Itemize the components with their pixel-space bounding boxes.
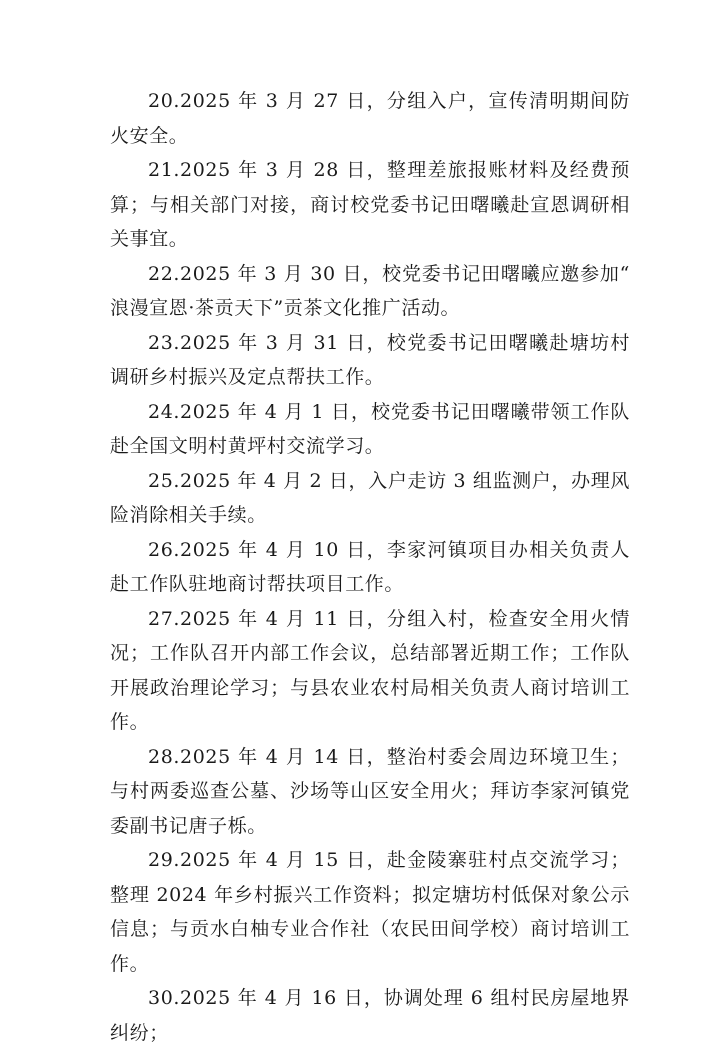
- paragraph-item-20: 20.2025 年 3 月 27 日，分组入户，宣传清明期间防火安全。: [110, 90, 630, 147]
- document-body: [110, 84, 630, 1050]
- paragraph-item-21: 21.2025 年 3 月 28 日，整理差旅报账材料及经费预算；与相关部门对接，商讨校党委书记田曙曦赴宣恩调研相关事宜。: [110, 159, 630, 250]
- paragraph-item-23: 23.2025 年 3 月 31 日，校党委书记田曙曦赴塘坊村调研乡村振兴及定点帮扶工作。: [110, 331, 630, 388]
- paragraph-item-28: 28.2025 年 4 月 14 日，整治村委会周边环境卫生；与村两委巡查公墓、沙场等山区安全用火；拜访李家河镇党委副书记唐子栎。: [110, 745, 630, 837]
- paragraph-item-22: 22.2025 年 3 月 30 日，校党委书记田曙曦应邀参加“浪漫宣恩·茶贡天下”贡茶文化推广活动。: [110, 262, 630, 319]
- paragraph-item-25: 25.2025 年 4 月 2 日，入户走访 3 组监测户，办理风险消除相关手续。: [110, 469, 630, 526]
- paragraph-item-30: 30.2025 年 4 月 16 日，协调处理 6 组村民房屋地界纠纷；: [110, 987, 630, 1044]
- paragraph-item-24: 24.2025 年 4 月 1 日，校党委书记田曙曦带领工作队赴全国文明村黄坪村交流学习。: [110, 400, 630, 457]
- paragraph-item-29: 29.2025 年 4 月 15 日，赴金陵寨驻村点交流学习；整理 2024 年乡村振兴工作资料；拟定塘坊村低保对象公示信息；与贡水白柚专业合作社（农民田间学校）商讨培训工作。: [110, 849, 630, 975]
- paragraph-item-26: 26.2025 年 4 月 10 日，李家河镇项目办相关负责人赴工作队驻地商讨帮扶项目工作。: [110, 538, 630, 595]
- paragraph-item-27: 27.2025 年 4 月 11 日，分组入村，检查安全用火情况；工作队召开内部工作会议，总结部署近期工作；工作队开展政治理论学习；与县农业农村局相关负责人商讨培训工作。: [110, 607, 630, 733]
